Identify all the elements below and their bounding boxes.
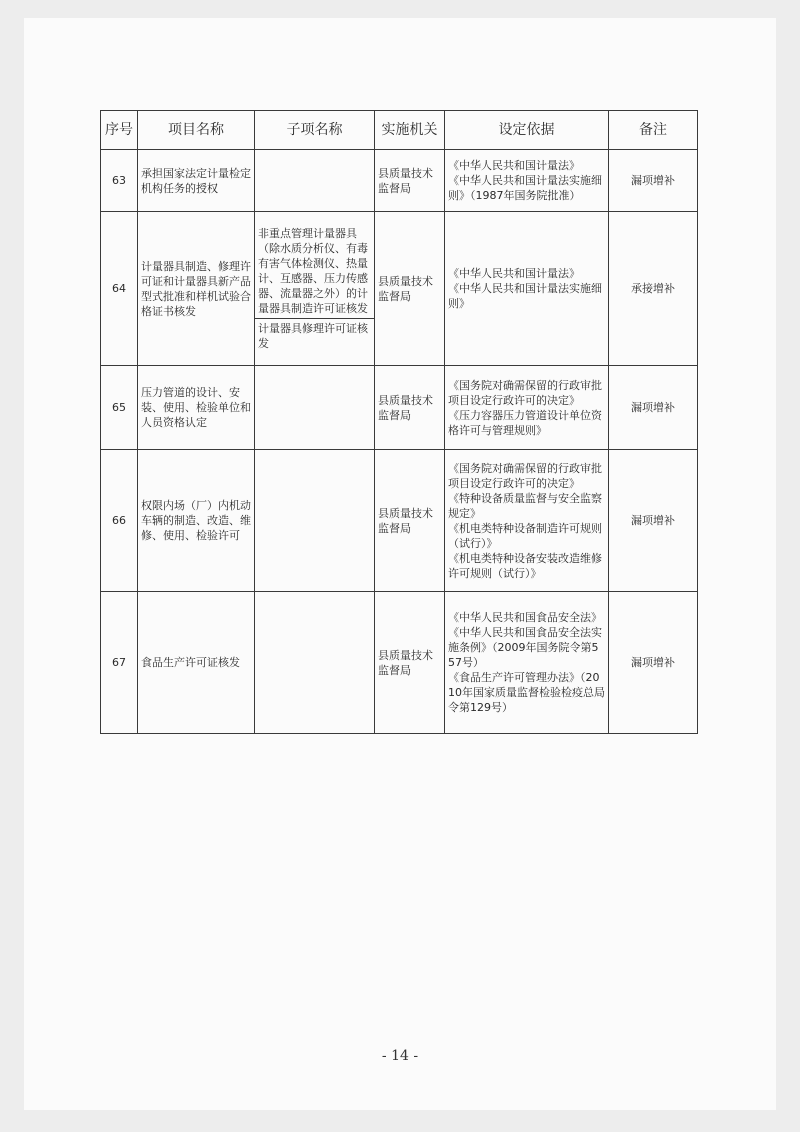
agency: 县质量技术监督局 [375, 592, 445, 734]
header-remark: 备注 [609, 111, 698, 150]
table-row [101, 212, 698, 366]
sub-item-name [255, 592, 375, 734]
basis-line: 《压力容器压力管道设计单位资格许可与管理规则》 [448, 408, 602, 437]
basis-line: 《特种设备质量监督与安全监察规定》 [448, 491, 602, 520]
basis [445, 150, 609, 212]
sub-item-name [255, 212, 375, 366]
basis-line: 《国务院对确需保留的行政审批项目设定行政许可的决定》 [448, 378, 602, 407]
item-name: 压力管道的设计、安装、使用、检验单位和人员资格认定 [138, 366, 255, 450]
basis [445, 212, 609, 366]
item-name: 计量器具制造、修理许可证和计量器具新产品型式批准和样机试验合格证书核发 [138, 212, 255, 366]
row-number: 64 [101, 212, 138, 366]
item-name: 承担国家法定计量检定机构任务的授权 [138, 150, 255, 212]
header-basis: 设定依据 [445, 111, 609, 150]
basis [445, 450, 609, 592]
agency: 县质量技术监督局 [375, 450, 445, 592]
agency: 县质量技术监督局 [375, 212, 445, 366]
remark: 漏项增补 [609, 366, 698, 450]
basis-line: 《食品生产许可管理办法》（2010年国家质量监督检验检疫总局令第129号） [448, 671, 605, 714]
sub-item-name [255, 366, 375, 450]
basis-line: 《中华人民共和国食品安全法》 [448, 611, 602, 624]
header-agency: 实施机关 [375, 111, 445, 150]
basis-line: 《机电类特种设备制造许可规则（试行）》 [448, 521, 602, 550]
table-header-row [101, 111, 698, 150]
basis-line: 《中华人民共和国食品安全法实施条例》（2009年国务院令第557号） [448, 626, 602, 669]
remark: 漏项增补 [609, 150, 698, 212]
page-number: - 14 - [381, 1048, 419, 1064]
table-row [101, 450, 698, 592]
basis-line: 《中华人民共和国计量法实施细则》（1987年国务院批准） [448, 174, 602, 202]
basis-line: 《中华人民共和国计量法》 [448, 267, 580, 280]
basis-line: 《国务院对确需保留的行政审批项目设定行政许可的决定》 [448, 461, 602, 490]
table-row [101, 592, 698, 734]
table-row [101, 366, 698, 450]
remark: 漏项增补 [609, 592, 698, 734]
row-number: 66 [101, 450, 138, 592]
remark: 承接增补 [609, 212, 698, 366]
basis-line: 《中华人民共和国计量法》 [448, 159, 580, 172]
basis-line: 《机电类特种设备安装改造维修许可规则（试行）》 [448, 551, 602, 580]
basis [445, 366, 609, 450]
header-sub-item-name: 子项名称 [255, 111, 375, 150]
row-number: 65 [101, 366, 138, 450]
approval-items-table [100, 110, 698, 734]
table-row [101, 150, 698, 212]
sub-item-name [255, 150, 375, 212]
remark: 漏项增补 [609, 450, 698, 592]
header-no: 序号 [101, 111, 138, 150]
header-item-name: 项目名称 [138, 111, 255, 150]
sub-item-name [255, 450, 375, 592]
sub-item: 计量器具修理许可证核发 [255, 318, 374, 353]
basis-line: 《中华人民共和国计量法实施细则》 [448, 282, 602, 310]
item-name: 食品生产许可证核发 [138, 592, 255, 734]
agency: 县质量技术监督局 [375, 366, 445, 450]
row-number: 67 [101, 592, 138, 734]
sub-item: 非重点管理计量器具（除水质分析仪、有毒有害气体检测仪、热量计、互感器、压力传感器、流量器之外）的计量器具制造许可证核发 [258, 227, 368, 315]
item-name: 权限内场（厂）内机动车辆的制造、改造、维修、使用、检验许可 [138, 450, 255, 592]
basis [445, 592, 609, 734]
row-number: 63 [101, 150, 138, 212]
agency: 县质量技术监督局 [375, 150, 445, 212]
